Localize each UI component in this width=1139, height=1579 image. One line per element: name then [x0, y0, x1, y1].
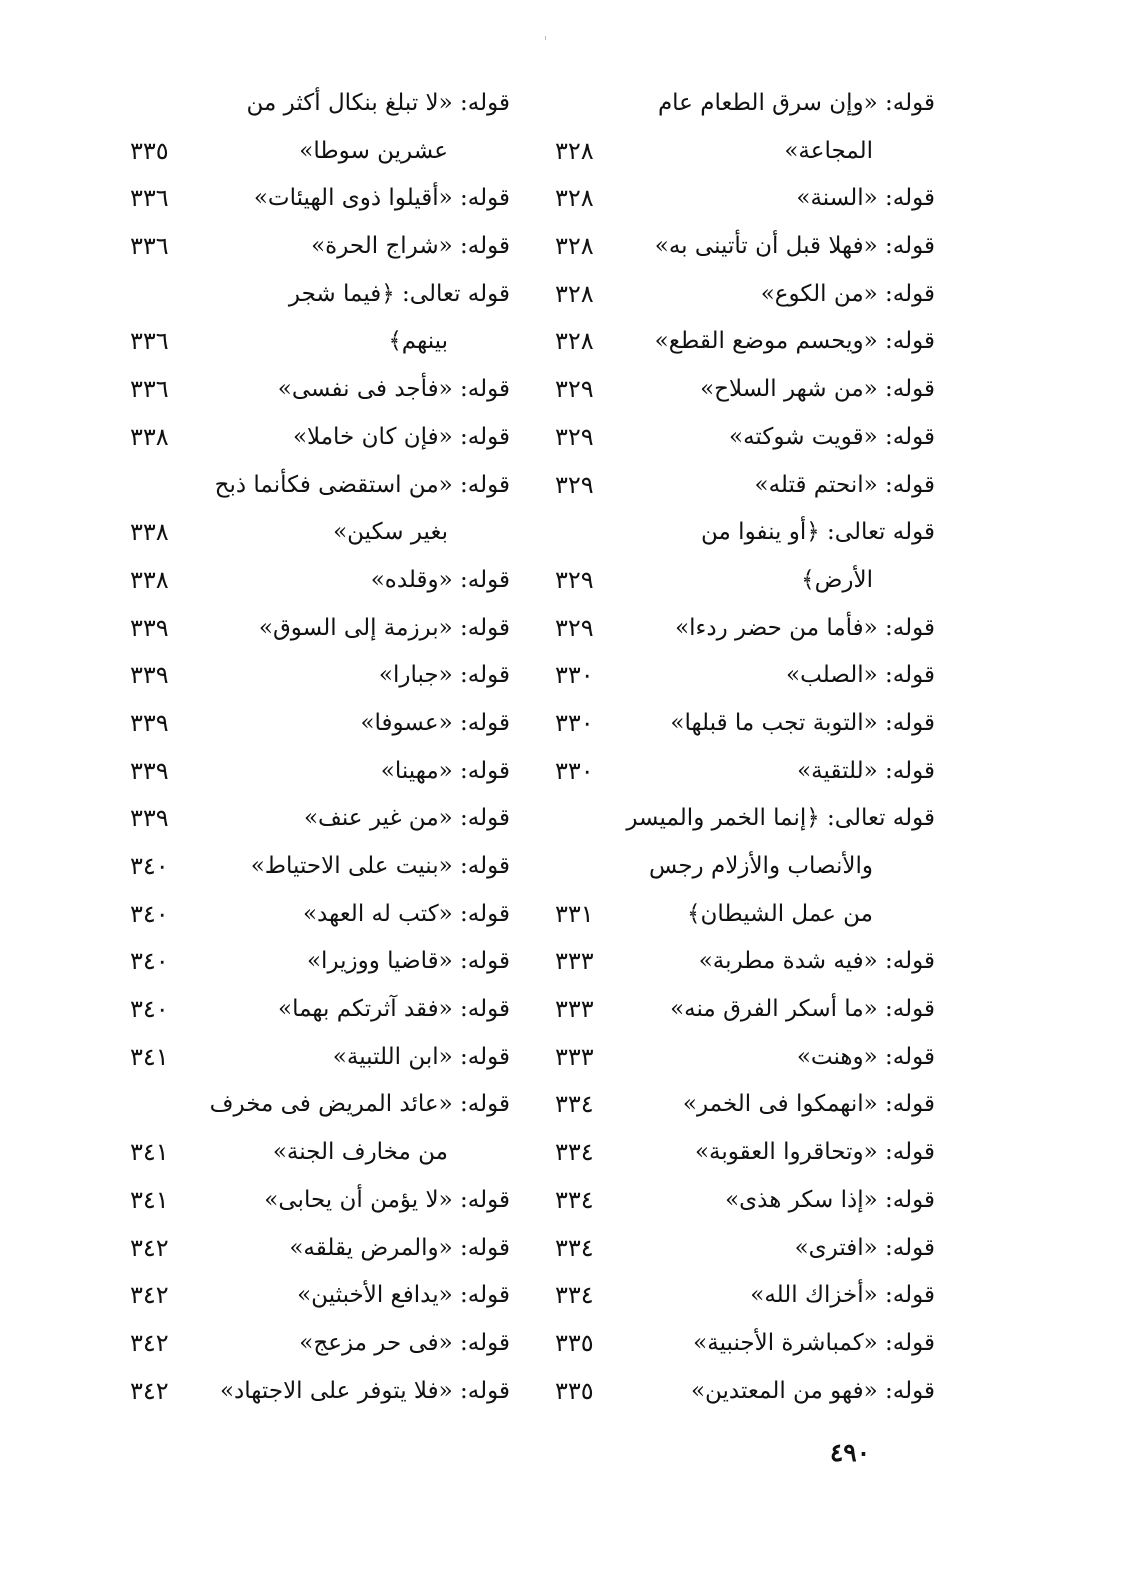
index-entry: [130, 748, 510, 796]
index-entry-text: قوله: «السنة»: [796, 185, 935, 212]
index-entry-page: ٣٤٠: [130, 899, 169, 928]
index-entry-text: قوله: «وقلده»: [370, 566, 510, 593]
index-entry-text: قوله: «من الكوع»: [760, 280, 935, 307]
index-entry: [130, 175, 510, 223]
index-entry-text: قوله: «التوبة تجب ما قبلها»: [670, 709, 935, 736]
index-entry-page: ٣٣٠: [555, 708, 594, 737]
index-entry: [555, 652, 935, 700]
index-entry: [130, 462, 510, 510]
index-entry-page: ٣٣٤: [555, 1233, 594, 1262]
index-entry-text: المجاعة»: [784, 137, 873, 164]
index-entry-page: ٣٢٩: [555, 470, 594, 499]
index-entry-page: ٣٢٨: [555, 232, 594, 261]
index-entry: [130, 1320, 510, 1368]
index-entry: [555, 223, 935, 271]
index-entry-text: قوله: «أقيلوا ذوى الهيئات»: [253, 185, 510, 212]
index-entry: [130, 1225, 510, 1273]
index-entry-page: ٣٢٨: [555, 279, 594, 308]
index-entry-text: قوله: «فأجد فى نفسى»: [277, 376, 510, 403]
index-entry-text: قوله: «ويحسم موضع القطع»: [654, 328, 935, 355]
index-entry-text: قوله: «يدافع الأخبثين»: [297, 1282, 510, 1309]
index-entry: [555, 1034, 935, 1082]
index-entry-page: ٣٣٣: [555, 995, 594, 1024]
index-entry-text: قوله: «فإن كان خاملا»: [292, 423, 510, 450]
top-crop-mark: [545, 36, 546, 40]
index-entry-text: قوله: «ما أسكر الفرق منه»: [670, 996, 935, 1023]
index-entry-page: ٣٣٣: [555, 1042, 594, 1071]
index-entry-text: قوله: «فقد آثرتكم بهما»: [278, 996, 510, 1023]
index-entry-page: ٣٣٩: [130, 708, 169, 737]
index-entry-text: قوله: «بنيت على الاحتياط»: [250, 853, 510, 879]
index-entry-page: ٣٣٩: [130, 613, 169, 642]
index-entry: [555, 462, 935, 510]
index-entry: [130, 1368, 510, 1416]
index-entry-page: ٣٣٤: [555, 1185, 594, 1214]
index-entry-page: ٣٣٦: [130, 184, 169, 213]
index-entry-text: قوله: «شراج الحرة»: [311, 233, 510, 260]
index-entry: [130, 1272, 510, 1320]
index-entry: [130, 795, 510, 843]
index-entry: [130, 271, 510, 319]
index-entry-text: قوله: «قويت شوكته»: [729, 423, 935, 450]
index-entry-text: بغير سكين»: [333, 519, 448, 546]
index-entry-text: قوله: «من شهر السلاح»: [700, 376, 935, 403]
index-entry-text: من عمل الشيطان﴾: [687, 900, 873, 927]
index-entry-text: قوله: «فلا يتوفر على الاجتهاد»: [219, 1377, 510, 1404]
index-column-left: [130, 80, 510, 1415]
index-entry: [555, 1225, 935, 1273]
index-entry: [130, 891, 510, 939]
index-entry-page: ٣٣٥: [555, 1328, 594, 1357]
index-entry-text: قوله: «فيه شدة مطربة»: [698, 948, 935, 975]
index-entry: [555, 938, 935, 986]
index-entry-page: ٣٣٠: [555, 661, 594, 690]
index-entry-text: قوله: «وإن سرق الطعام عام: [657, 90, 935, 116]
index-entry-page: ٣٣٣: [555, 947, 594, 976]
index-entry-text: قوله تعالى: ﴿أو ينفوا من: [701, 519, 935, 546]
index-entry: [130, 652, 510, 700]
index-entry-page: ٣٢٩: [555, 565, 594, 594]
index-entry: [130, 1081, 510, 1129]
index-entry: [555, 748, 935, 796]
index-entry-page: ٣٤٠: [130, 852, 169, 880]
index-entry-text: قوله: «فى حر مزعج»: [299, 1329, 510, 1356]
index-entry-text: بينهم﴾: [388, 328, 448, 355]
index-entry: [130, 605, 510, 653]
index-entry-page: ٣٤٠: [130, 995, 169, 1024]
index-entry-page: ٣٣٤: [555, 1138, 594, 1167]
index-entry-page: ٣٤٢: [130, 1281, 169, 1310]
index-entry: [555, 366, 935, 414]
index-entry-text: قوله: «قاضيا ووزيرا»: [306, 948, 510, 975]
index-entry-text: قوله: «انهمكوا فى الخمر»: [682, 1091, 935, 1118]
index-entry-text: قوله: «فأما من حضر ردءا»: [675, 614, 935, 641]
index-entry-text: قوله تعالى: ﴿إنما الخمر والميسر: [626, 805, 935, 832]
index-entry-page: ٣٣٤: [555, 1090, 594, 1119]
index-entry-text: عشرين سوطا»: [299, 137, 448, 164]
index-entry: [555, 1272, 935, 1320]
index-entry-page: ٣٣٠: [555, 756, 594, 785]
index-entry-text: قوله: «وتحاقروا العقوبة»: [694, 1139, 935, 1166]
index-entry: [555, 795, 935, 843]
index-entry-page: ٣٢٨: [555, 136, 594, 165]
index-entry: [555, 271, 935, 319]
index-entry: [130, 1129, 510, 1177]
index-entry: [555, 986, 935, 1034]
index-entry-page: ٣٤٠: [130, 947, 169, 976]
index-entry-page: ٣٢٩: [555, 422, 594, 451]
index-entry-text: قوله: «جبارا»: [378, 662, 510, 689]
index-entry: [130, 557, 510, 605]
index-entry-page: ٣٣٩: [130, 756, 169, 785]
index-entry-page: ٣٣٤: [555, 1281, 594, 1310]
index-entry: [555, 1368, 935, 1416]
index-entry-text: قوله: «ابن اللتبية»: [332, 1043, 510, 1070]
page-number: ٤٩٠: [829, 1438, 871, 1467]
index-entry-text: قوله: «افترى»: [794, 1234, 935, 1261]
index-entry-text: قوله: «برزمة إلى السوق»: [258, 614, 510, 641]
index-entry: [130, 366, 510, 414]
index-entry: [130, 938, 510, 986]
index-entry: [130, 318, 510, 366]
index-entry: [555, 1177, 935, 1225]
index-entry-page: ٣٤٢: [130, 1233, 169, 1262]
index-entry-page: ٣٤٢: [130, 1376, 169, 1405]
index-entry-text: قوله: «والمرض يقلقه»: [289, 1234, 510, 1261]
index-entry-text: قوله: «فهو من المعتدين»: [690, 1377, 935, 1404]
index-entry-page: ٣٢٨: [555, 327, 594, 356]
index-entry: [130, 80, 510, 128]
index-entry-text: قوله: «كمباشرة الأجنبية»: [693, 1329, 935, 1356]
index-entry-page: ٣٣٦: [130, 232, 169, 261]
index-entry-page: ٣٣٩: [130, 661, 169, 690]
index-entry-text: قوله: «الصلب»: [786, 662, 935, 689]
index-entry-page: ٣٣٥: [555, 1376, 594, 1405]
index-entry-page: ٣٤٢: [130, 1328, 169, 1357]
index-entry: [130, 1177, 510, 1225]
index-entry: [555, 843, 935, 891]
index-entry-text: الأرض﴾: [801, 566, 873, 593]
index-entry: [130, 414, 510, 462]
index-entry-page: ٣٢٩: [555, 613, 594, 642]
index-entry-page: ٣٣٥: [130, 136, 169, 165]
index-entry-text: قوله: «عسوفا»: [360, 709, 510, 736]
index-entry-page: ٣٣٦: [130, 375, 169, 404]
index-entry-text: قوله: «فهلا قبل أن تأتينى به»: [654, 233, 935, 260]
index-entry-page: ٣٣٨: [130, 518, 169, 547]
index-entry-text: قوله: «عائد المريض فى مخرف: [209, 1091, 510, 1118]
index-entry: [555, 509, 935, 557]
index-entry-page: ٣٢٩: [555, 375, 594, 404]
index-entry: [130, 843, 510, 891]
index-entry-page: ٣٤١: [130, 1138, 169, 1167]
index-entry-text: قوله: «للتقية»: [797, 757, 935, 784]
index-entry-text: قوله تعالى: ﴿فيما شجر: [288, 280, 510, 307]
index-entry: [555, 1129, 935, 1177]
index-entry-page: ٣٣١: [555, 899, 594, 928]
index-entry-text: قوله: «لا يؤمن أن يحابى»: [264, 1186, 510, 1213]
index-entry: [555, 1081, 935, 1129]
index-entry-page: ٣٣٨: [130, 565, 169, 594]
index-entry-text: قوله: «انحتم قتله»: [754, 471, 935, 498]
index-entry-page: ٣٣٨: [130, 422, 169, 451]
index-entry-text: قوله: «لا تبلغ بنكال أكثر من: [246, 90, 510, 116]
index-entry-text: قوله: «من استقضى فكأنما ذبح: [214, 471, 510, 498]
index-entry: [555, 175, 935, 223]
index-entry: [555, 891, 935, 939]
index-entry: [555, 605, 935, 653]
index-entry: [130, 128, 510, 176]
index-entry: [130, 1034, 510, 1082]
index-entry: [555, 700, 935, 748]
index-entry-page: ٣٣٩: [130, 804, 169, 833]
index-entry-text: قوله: «من غير عنف»: [303, 805, 510, 832]
index-entry-text: والأنصاب والأزلام رجس: [649, 853, 873, 879]
index-entry: [555, 557, 935, 605]
index-entry: [555, 1320, 935, 1368]
index-entry-page: ٣٤١: [130, 1042, 169, 1071]
index-entry: [555, 128, 935, 176]
index-entry-text: قوله: «وهنت»: [796, 1043, 935, 1070]
index-entry-text: قوله: «أخزاك الله»: [750, 1282, 935, 1309]
index-entry-page: ٣٣٦: [130, 327, 169, 356]
index-entry: [555, 318, 935, 366]
index-entry: [130, 509, 510, 557]
index-entry: [130, 700, 510, 748]
index-entry: [555, 80, 935, 128]
index-entry-text: قوله: «كتب له العهد»: [302, 900, 510, 927]
index-entry-text: قوله: «مهينا»: [380, 757, 510, 784]
index-entry: [130, 223, 510, 271]
index-entry-page: ٣٤١: [130, 1185, 169, 1214]
index-entry: [130, 986, 510, 1034]
index-entry: [555, 414, 935, 462]
index-column-right: [555, 80, 935, 1415]
index-entry-text: قوله: «إذا سكر هذى»: [725, 1186, 935, 1213]
index-entry-text: من مخارف الجنة»: [272, 1139, 448, 1166]
index-entry-page: ٣٢٨: [555, 184, 594, 213]
